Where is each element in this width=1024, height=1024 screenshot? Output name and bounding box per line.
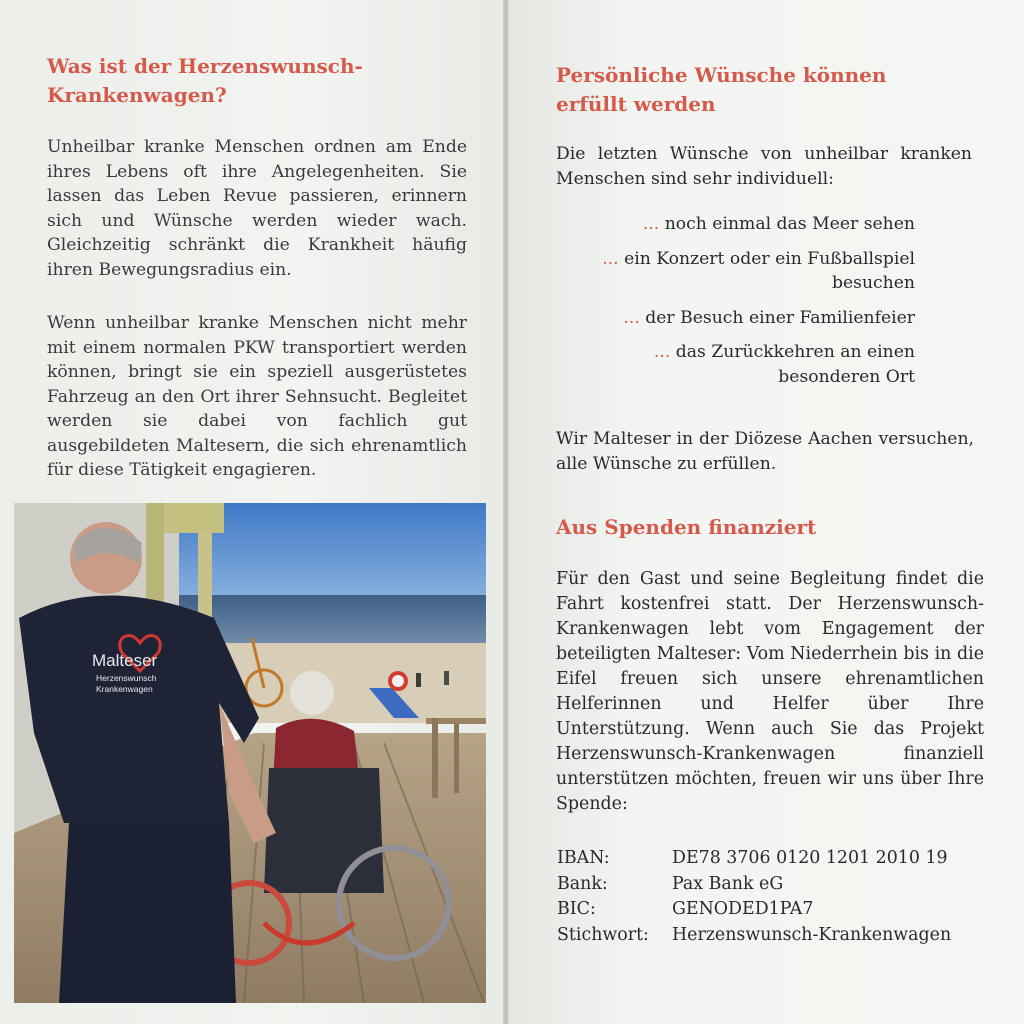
wish-item: ... ein Konzert oder ein Fußballspiel besuchen: [602, 248, 915, 293]
bank-details: [557, 846, 951, 948]
heading-what-is: Was ist der Herzenswunsch-Krankenwagen?: [47, 54, 363, 107]
wish-list: [560, 212, 915, 399]
wish-item: ... der Besuch einer Familienfeier: [623, 307, 915, 328]
bank-row-bank: Bank: Pax Bank eG: [557, 873, 784, 894]
bank-row-keyword: Stichwort: Herzenswunsch-Krankenwagen: [557, 924, 952, 945]
shirt-logo-text: Malteser: [92, 651, 158, 670]
wish-item: ... noch einmal das Meer sehen: [642, 214, 915, 234]
bank-row-bic: BIC: GENODED1PA7: [557, 899, 814, 919]
heading-personal-wishes: Persönliche Wünsche können erfüllt werden: [556, 63, 887, 116]
beach-photo: [14, 503, 486, 1003]
paragraph-intro: Unheilbar kranke Menschen ordnen am Ende ihres Lebens oft ihre Angelegenheiten. Sie lassen das Leben Revue passieren, erinnern sich und Wünsche werden wieder wach. Gleichzeitig schränkt die Krankheit häufig ihren Bewegungsradius ein.: [47, 137, 467, 280]
paragraph-last-wishes: Die letzten Wünsche von unheilbar kranken Menschen sind sehr individuell:: [556, 144, 972, 189]
wish-item: ... das Zurückkehren an einen besonderen Ort: [653, 342, 915, 387]
paragraph-donations: Für den Gast und seine Begleitung findet die Fahrt kostenfrei statt. Der Herzenswunsch-Krankenwagen lebt vom Engagement der beteiligten Malteser: Vom Niederrhein bis in die Eifel freuen sich unsere ehrenamtlichen Helferinnen und Helfer über Ihre Unterstützung. Wenn auch Sie das Projekt Herzenswunsch-Krankenwagen finanziell unterstützen möchten, freuen wir uns über Ihre Spende:: [556, 569, 984, 814]
bank-row-iban: IBAN: DE78 3706 0120 1201 2010 19: [557, 848, 948, 868]
page-fold: [503, 0, 509, 1024]
paragraph-transport: Wenn unheilbar kranke Menschen nicht mehr mit einem normalen PKW transportiert werden können, bringt sie ein speziell ausgerüstetes Fahrzeug an den Ort ihrer Sehnsucht. Begleitet werden sie dabei von fachlich gut ausgebildeten Maltesern, die sich ehrenamtlich für diese Tätigkeit engagieren.: [47, 313, 467, 480]
paragraph-malteser-aachen: Wir Malteser in der Diözese Aachen versuchen, alle Wünsche zu erfüllen.: [556, 429, 974, 474]
shirt-logo-line2: Krankenwagen: [96, 684, 153, 694]
shirt-logo-line1: Herzenswunsch: [96, 673, 157, 683]
heading-donations: Aus Spenden finanziert: [556, 515, 817, 539]
